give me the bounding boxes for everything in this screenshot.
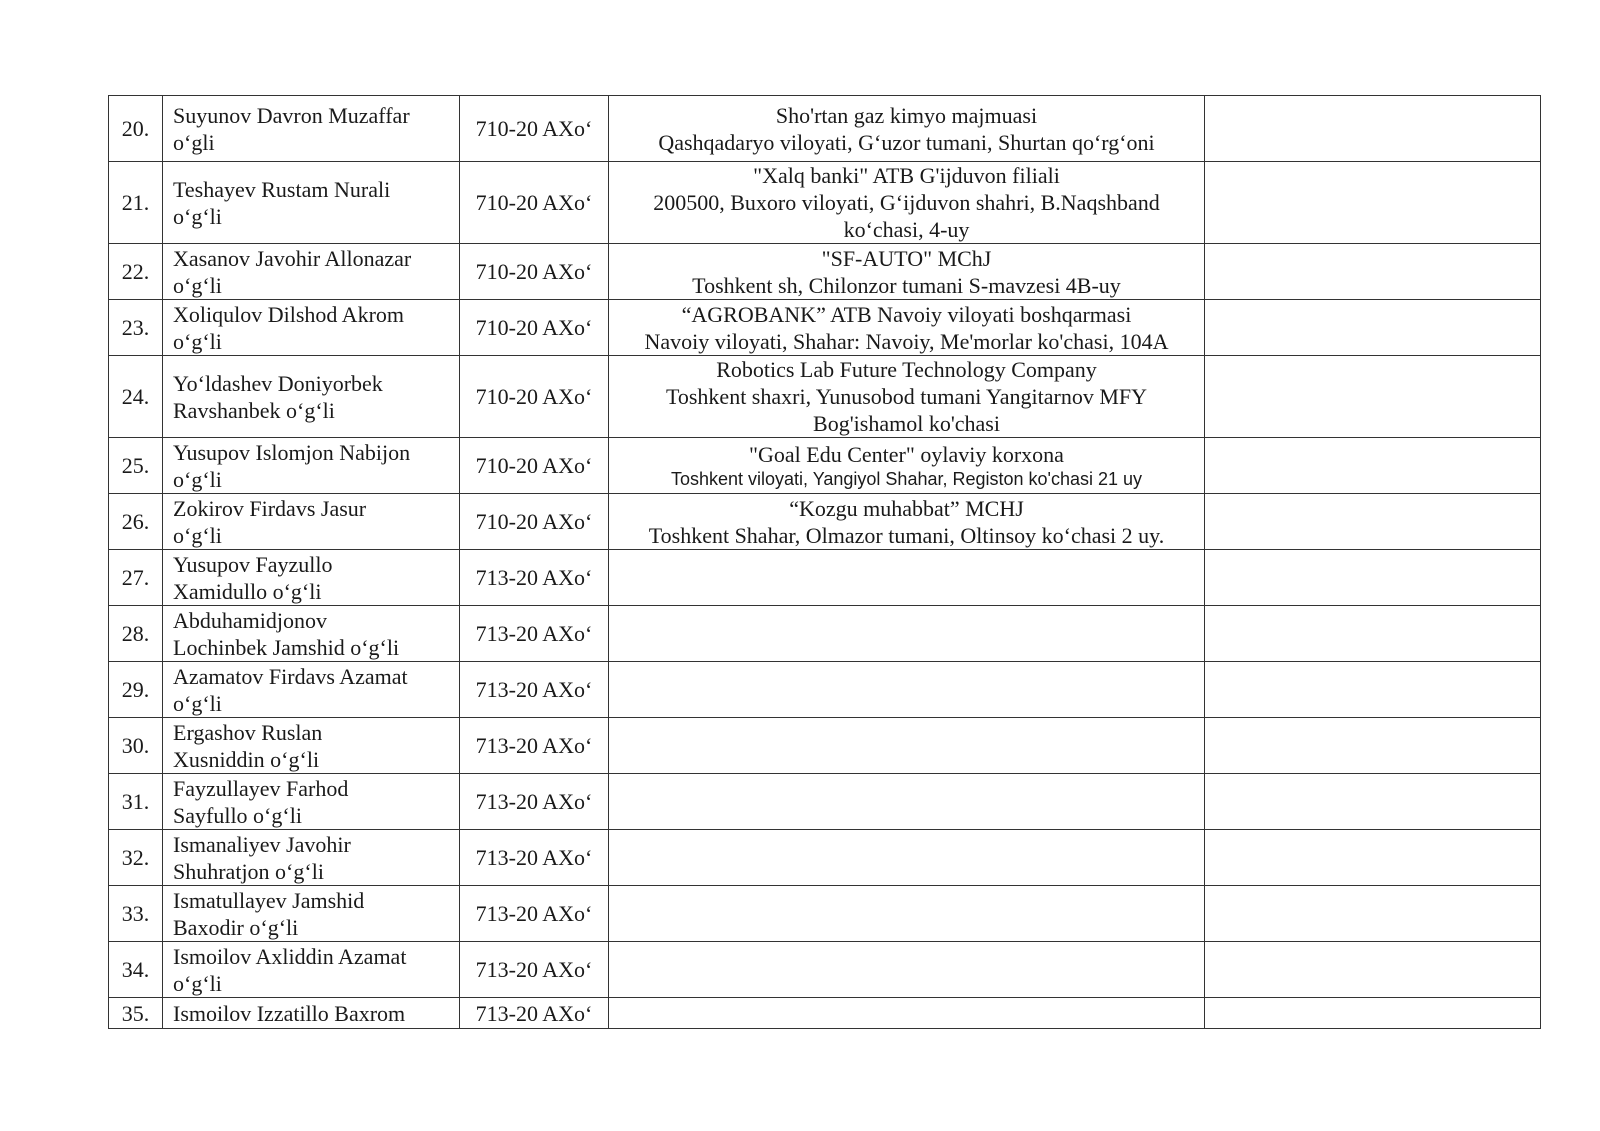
organization-cell (609, 774, 1205, 830)
row-number: 31. (109, 774, 163, 830)
table-row (109, 356, 1541, 438)
student-name: Xoliqulov Dilshod Akrom o‘g‘li (173, 301, 405, 354)
organization-line: ko‘chasi, 4-uy (843, 217, 970, 242)
row-number: 21. (109, 162, 163, 244)
organization-cell (609, 662, 1205, 718)
student-name-cell (163, 494, 460, 550)
organization-cell (609, 162, 1205, 244)
organization-line: Sho'rtan gaz kimyo majmuasi (775, 102, 1038, 128)
student-name-cell (163, 438, 460, 494)
row-number: 32. (109, 830, 163, 886)
organization-line: Robotics Lab Future Technology Company (716, 357, 1097, 382)
student-name: Fayzullayev Farhod Sayfullo o‘g‘li (173, 775, 349, 828)
empty-cell (1205, 96, 1541, 162)
organization-cell (609, 830, 1205, 886)
row-number: 25. (109, 438, 163, 494)
student-name: Yusupov Islomjon Nabijon o‘g‘li (173, 439, 411, 492)
organization-cell (609, 96, 1205, 162)
empty-cell (1205, 162, 1541, 244)
organization-cell (609, 356, 1205, 438)
student-name-cell (163, 886, 460, 942)
organization-cell (609, 606, 1205, 662)
group-code: 710-20 AXo‘ (460, 356, 609, 438)
organization-line: 200500, Buxoro viloyati, G‘ijduvon shahri, B.Naqshband (653, 190, 1160, 215)
organization-line: "SF-AUTO" MChJ (821, 245, 992, 271)
group-code: 713-20 AXo‘ (460, 774, 609, 830)
group-code: 710-20 AXo‘ (460, 96, 609, 162)
table-row (109, 96, 1541, 162)
row-number: 29. (109, 662, 163, 718)
table-row (109, 998, 1541, 1029)
student-name: Ismanaliyev Javohir Shuhratjon o‘g‘li (173, 831, 351, 884)
table-row (109, 162, 1541, 244)
student-name-cell (163, 244, 460, 300)
student-name-cell (163, 550, 460, 606)
empty-cell (1205, 718, 1541, 774)
group-code: 713-20 AXo‘ (460, 606, 609, 662)
empty-cell (1205, 300, 1541, 356)
row-number: 28. (109, 606, 163, 662)
table-row (109, 718, 1541, 774)
table-row (109, 886, 1541, 942)
organization-cell (609, 718, 1205, 774)
organization-cell (609, 550, 1205, 606)
student-name-cell (163, 662, 460, 718)
student-name-cell (163, 942, 460, 998)
empty-cell (1205, 886, 1541, 942)
organization-cell (609, 494, 1205, 550)
table-row (109, 830, 1541, 886)
group-code: 713-20 AXo‘ (460, 718, 609, 774)
row-number: 35. (109, 998, 163, 1029)
student-name: Yusupov Fayzullo Xamidullo o‘g‘li (173, 551, 333, 604)
student-name: Teshayev Rustam Nurali o‘g‘li (173, 176, 391, 229)
student-name-cell (163, 96, 460, 162)
table-row (109, 942, 1541, 998)
student-name: Ergashov Ruslan Xusniddin o‘g‘li (173, 719, 323, 772)
student-name: Suyunov Davron Muzaffar o‘gli (173, 102, 410, 155)
group-code: 713-20 AXo‘ (460, 998, 609, 1029)
student-name-cell (163, 718, 460, 774)
student-name: Azamatov Firdavs Azamat o‘g‘li (173, 663, 408, 716)
student-name-cell (163, 774, 460, 830)
organization-line: "Goal Edu Center" oylaviy korxona (749, 442, 1064, 467)
empty-cell (1205, 830, 1541, 886)
table-row (109, 300, 1541, 356)
table-row (109, 774, 1541, 830)
group-code: 710-20 AXo‘ (460, 494, 609, 550)
table-row (109, 606, 1541, 662)
group-code: 713-20 AXo‘ (460, 886, 609, 942)
row-number: 30. (109, 718, 163, 774)
organization-address: Toshkent viloyati, Yangiyol Shahar, Registon ko'chasi 21 uy (670, 469, 1143, 489)
empty-cell (1205, 550, 1541, 606)
organization-line: Toshkent shaxri, Yunusobod tumani Yangitarnov MFY (665, 384, 1148, 409)
row-number: 22. (109, 244, 163, 300)
organization-line: “Kozgu muhabbat” MCHJ (789, 495, 1024, 521)
organization-line: Navoiy viloyati, Shahar: Navoiy, Me'morlar ko'chasi, 104A (644, 328, 1169, 354)
row-number: 26. (109, 494, 163, 550)
table-row (109, 550, 1541, 606)
empty-cell (1205, 774, 1541, 830)
organization-line: Toshkent Shahar, Olmazor tumani, Oltinsoy ko‘chasi 2 uy. (648, 522, 1165, 548)
student-name: Zokirov Firdavs Jasur o‘g‘li (173, 495, 367, 548)
group-code: 713-20 AXo‘ (460, 662, 609, 718)
organization-cell (609, 244, 1205, 300)
empty-cell (1205, 494, 1541, 550)
organization-line: "Xalq banki" ATB G'ijduvon filiali (753, 163, 1060, 188)
row-number: 33. (109, 886, 163, 942)
student-name-cell (163, 162, 460, 244)
student-name-cell (163, 356, 460, 438)
empty-cell (1205, 662, 1541, 718)
row-number: 27. (109, 550, 163, 606)
student-name: Abduhamidjonov Lochinbek Jamshid o‘g‘li (173, 607, 400, 660)
student-name-cell (163, 300, 460, 356)
group-code: 710-20 AXo‘ (460, 438, 609, 494)
organization-cell (609, 438, 1205, 494)
group-code: 710-20 AXo‘ (460, 244, 609, 300)
student-name: Ismoilov Izzatillo Baxrom (173, 1000, 406, 1026)
empty-cell (1205, 244, 1541, 300)
empty-cell (1205, 606, 1541, 662)
organization-cell (609, 300, 1205, 356)
empty-cell (1205, 942, 1541, 998)
organization-cell (609, 886, 1205, 942)
table-row (109, 438, 1541, 494)
empty-cell (1205, 356, 1541, 438)
row-number: 24. (109, 356, 163, 438)
organization-line: Bog'ishamol ko'chasi (813, 411, 1000, 436)
table-row (109, 494, 1541, 550)
row-number: 23. (109, 300, 163, 356)
organization-cell (609, 942, 1205, 998)
group-code: 710-20 AXo‘ (460, 300, 609, 356)
organization-line: Toshkent sh, Chilonzor tumani S-mavzesi 4B-uy (692, 272, 1121, 298)
empty-cell (1205, 438, 1541, 494)
student-table (108, 95, 1541, 1029)
table-row (109, 662, 1541, 718)
student-name: Ismoilov Axliddin Azamat o‘g‘li (173, 943, 407, 996)
organization-cell (609, 998, 1205, 1029)
student-name: Ismatullayev Jamshid Baxodir o‘g‘li (173, 887, 365, 940)
organization-line: Qashqadaryo viloyati, G‘uzor tumani, Shurtan qo‘rg‘oni (658, 129, 1155, 155)
group-code: 710-20 AXo‘ (460, 162, 609, 244)
row-number: 20. (109, 96, 163, 162)
group-code: 713-20 AXo‘ (460, 550, 609, 606)
row-number: 34. (109, 942, 163, 998)
student-name-cell (163, 998, 460, 1029)
group-code: 713-20 AXo‘ (460, 942, 609, 998)
organization-line: “AGROBANK” ATB Navoiy viloyati boshqarmasi (681, 301, 1132, 327)
group-code: 713-20 AXo‘ (460, 830, 609, 886)
student-name-cell (163, 830, 460, 886)
student-name: Yo‘ldashev Doniyorbek Ravshanbek o‘g‘li (173, 370, 383, 423)
table-body (109, 96, 1541, 1029)
table-row (109, 244, 1541, 300)
empty-cell (1205, 998, 1541, 1029)
student-name: Xasanov Javohir Allonazar o‘g‘li (173, 245, 412, 298)
student-name-cell (163, 606, 460, 662)
